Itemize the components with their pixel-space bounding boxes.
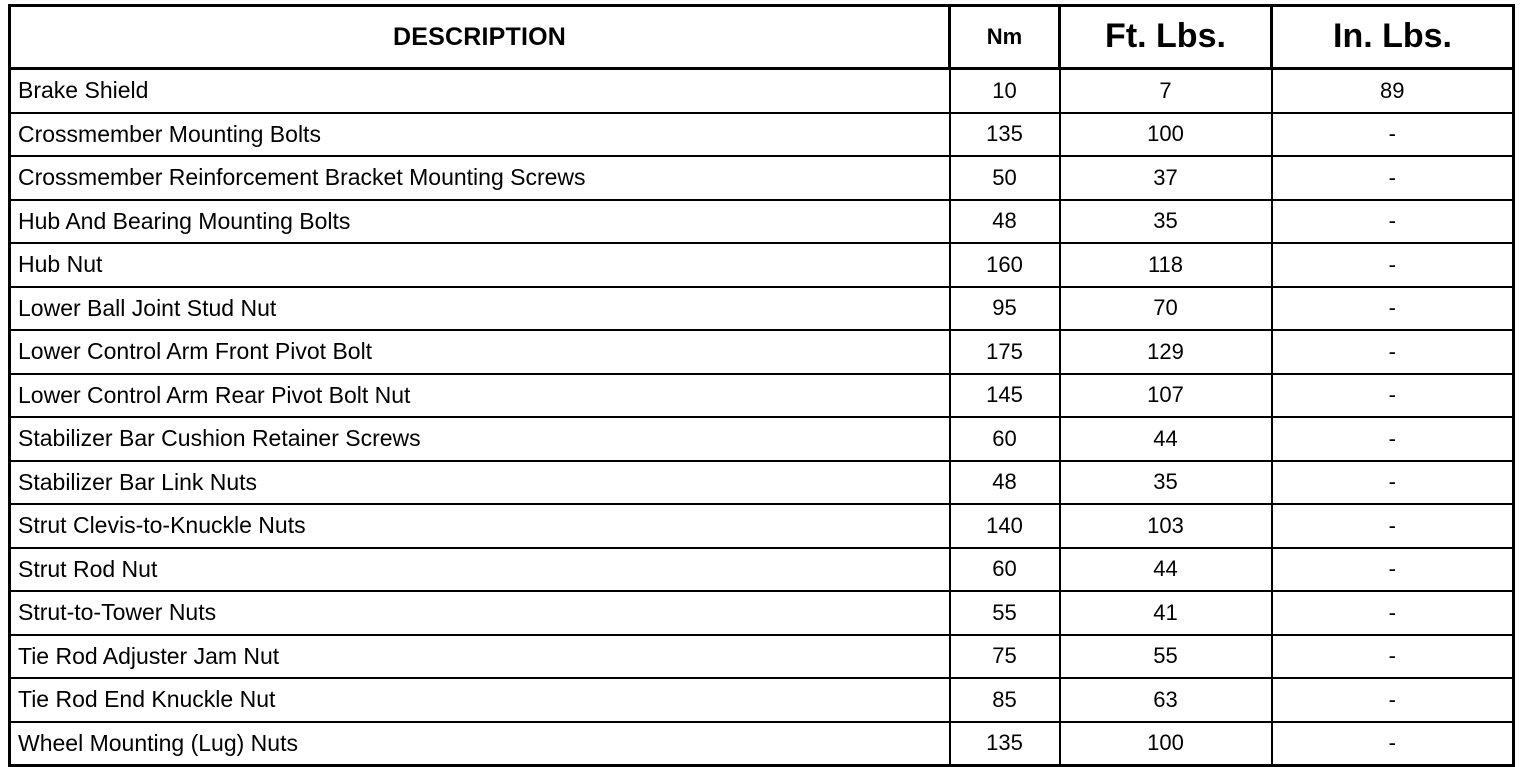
cell-description: Hub Nut xyxy=(10,243,950,287)
table-row xyxy=(10,461,1514,505)
cell-description: Strut Clevis-to-Knuckle Nuts xyxy=(10,504,950,548)
column-header-ft-lbs: Ft. Lbs. xyxy=(1060,6,1272,69)
cell-in-lbs: - xyxy=(1272,504,1514,548)
cell-ft-lbs: 44 xyxy=(1060,548,1272,592)
cell-in-lbs: - xyxy=(1272,635,1514,679)
cell-description: Crossmember Reinforcement Bracket Mounting Screws xyxy=(10,156,950,200)
table-row xyxy=(10,374,1514,418)
torque-specifications-table xyxy=(8,4,1515,767)
cell-description: Lower Control Arm Rear Pivot Bolt Nut xyxy=(10,374,950,418)
cell-description: Stabilizer Bar Link Nuts xyxy=(10,461,950,505)
cell-description: Lower Ball Joint Stud Nut xyxy=(10,287,950,331)
table-row xyxy=(10,330,1514,374)
column-header-in-lbs: In. Lbs. xyxy=(1272,6,1514,69)
cell-in-lbs: - xyxy=(1272,156,1514,200)
cell-in-lbs: - xyxy=(1272,548,1514,592)
cell-ft-lbs: 7 xyxy=(1060,69,1272,113)
cell-nm: 48 xyxy=(950,200,1060,244)
cell-ft-lbs: 63 xyxy=(1060,678,1272,722)
cell-description: Stabilizer Bar Cushion Retainer Screws xyxy=(10,417,950,461)
cell-ft-lbs: 118 xyxy=(1060,243,1272,287)
cell-ft-lbs: 129 xyxy=(1060,330,1272,374)
cell-nm: 85 xyxy=(950,678,1060,722)
cell-in-lbs: - xyxy=(1272,243,1514,287)
cell-ft-lbs: 55 xyxy=(1060,635,1272,679)
table-row xyxy=(10,591,1514,635)
cell-ft-lbs: 37 xyxy=(1060,156,1272,200)
cell-in-lbs: - xyxy=(1272,200,1514,244)
cell-in-lbs: - xyxy=(1272,591,1514,635)
cell-description: Strut Rod Nut xyxy=(10,548,950,592)
table-row xyxy=(10,287,1514,331)
cell-description: Strut-to-Tower Nuts xyxy=(10,591,950,635)
cell-nm: 48 xyxy=(950,461,1060,505)
cell-in-lbs: - xyxy=(1272,330,1514,374)
cell-ft-lbs: 35 xyxy=(1060,461,1272,505)
column-header-nm: Nm xyxy=(950,6,1060,69)
cell-ft-lbs: 100 xyxy=(1060,722,1272,766)
cell-description: Tie Rod Adjuster Jam Nut xyxy=(10,635,950,679)
table-row xyxy=(10,548,1514,592)
cell-ft-lbs: 35 xyxy=(1060,200,1272,244)
cell-nm: 10 xyxy=(950,69,1060,113)
table-row xyxy=(10,417,1514,461)
cell-ft-lbs: 103 xyxy=(1060,504,1272,548)
cell-in-lbs: - xyxy=(1272,678,1514,722)
cell-ft-lbs: 44 xyxy=(1060,417,1272,461)
cell-nm: 95 xyxy=(950,287,1060,331)
cell-in-lbs: - xyxy=(1272,417,1514,461)
cell-ft-lbs: 70 xyxy=(1060,287,1272,331)
cell-nm: 175 xyxy=(950,330,1060,374)
cell-description: Brake Shield xyxy=(10,69,950,113)
table-header-row xyxy=(10,6,1514,69)
table-row xyxy=(10,200,1514,244)
cell-in-lbs: - xyxy=(1272,374,1514,418)
table-row xyxy=(10,635,1514,679)
cell-nm: 160 xyxy=(950,243,1060,287)
cell-description: Crossmember Mounting Bolts xyxy=(10,113,950,157)
table-row xyxy=(10,504,1514,548)
cell-nm: 140 xyxy=(950,504,1060,548)
cell-nm: 50 xyxy=(950,156,1060,200)
cell-nm: 60 xyxy=(950,548,1060,592)
cell-nm: 60 xyxy=(950,417,1060,461)
table-row xyxy=(10,243,1514,287)
cell-nm: 55 xyxy=(950,591,1060,635)
cell-in-lbs: - xyxy=(1272,461,1514,505)
table-header xyxy=(10,6,1514,69)
cell-description: Hub And Bearing Mounting Bolts xyxy=(10,200,950,244)
table-body xyxy=(10,69,1514,766)
cell-nm: 145 xyxy=(950,374,1060,418)
cell-in-lbs: - xyxy=(1272,113,1514,157)
cell-description: Wheel Mounting (Lug) Nuts xyxy=(10,722,950,766)
cell-nm: 135 xyxy=(950,113,1060,157)
cell-in-lbs: - xyxy=(1272,722,1514,766)
table-row xyxy=(10,156,1514,200)
cell-nm: 75 xyxy=(950,635,1060,679)
table-row xyxy=(10,69,1514,113)
cell-description: Tie Rod End Knuckle Nut xyxy=(10,678,950,722)
cell-nm: 135 xyxy=(950,722,1060,766)
table-row xyxy=(10,113,1514,157)
cell-ft-lbs: 41 xyxy=(1060,591,1272,635)
cell-in-lbs: 89 xyxy=(1272,69,1514,113)
column-header-description: DESCRIPTION xyxy=(10,6,950,69)
cell-ft-lbs: 100 xyxy=(1060,113,1272,157)
cell-description: Lower Control Arm Front Pivot Bolt xyxy=(10,330,950,374)
table-row xyxy=(10,678,1514,722)
cell-in-lbs: - xyxy=(1272,287,1514,331)
cell-ft-lbs: 107 xyxy=(1060,374,1272,418)
